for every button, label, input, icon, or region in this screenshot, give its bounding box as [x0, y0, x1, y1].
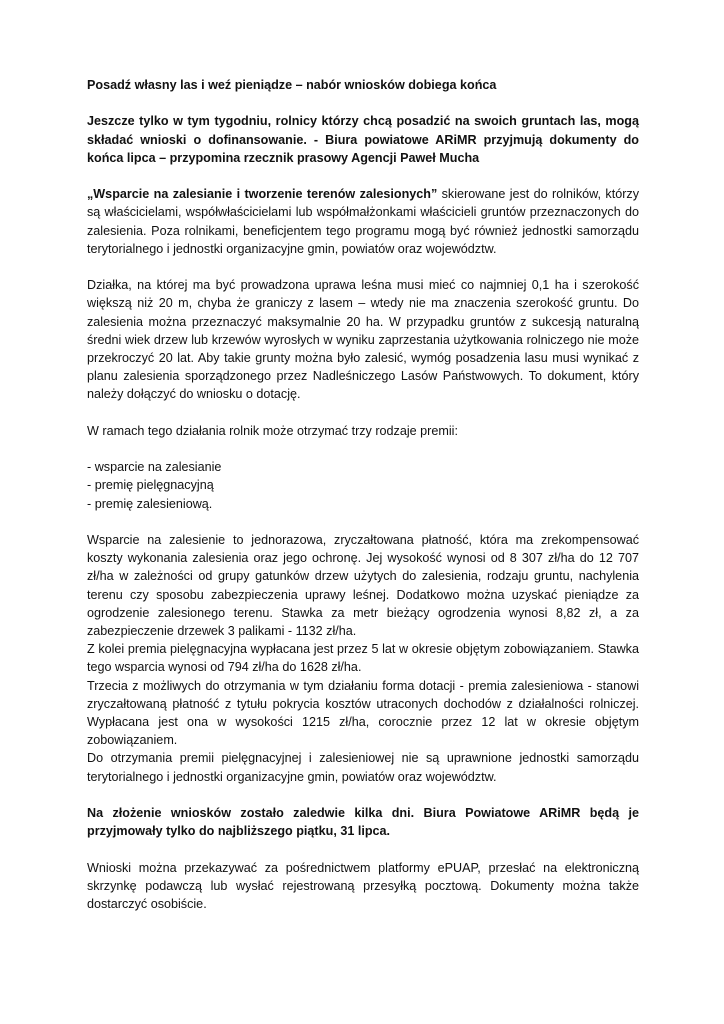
spacer — [87, 440, 639, 458]
lead-paragraph: Jeszcze tylko w tym tygodniu, rolnicy którzy chcą posadzić na swoich gruntach las, mogą składać wnioski o dofinansowanie. - Biura powiatowe ARiMR przyjmują dokumenty do końca lipca – przypomina rzecznik prasowy Agencji Paweł Mucha — [87, 114, 639, 165]
paragraph-afforestation-premium: Trzecia z możliwych do otrzymania w tym działaniu forma dotacji - premia zalesieniowa - stanowi zryczałtowaną płatność z tytułu pokrycia kosztów utraconych dochodów z działalności rolniczej. Wypłacana jest ona w wysokości 1215 zł/ha, corocznie przez 12 lat w okresie objętym zobowiązaniem. — [87, 678, 639, 748]
spacer — [87, 258, 639, 276]
list-item: - premię pielęgnacyjną — [87, 478, 214, 493]
paragraph-submission-methods: Wnioski można przekazywać za pośrednictwem platformy ePUAP, przesłać na elektroniczną skrzynkę podawczą lub wysłać rejestrowaną przesyłką pocztową. Dokumenty można także dostarczyć osobiście. — [87, 860, 639, 912]
paragraph-care-premium: Z kolei premia pielęgnacyjna wypłacana jest przez 5 lat w okresie objętym zobowiązaniem. Stawka tego wsparcia wynosi od 794 zł/ha do 1628 zł/ha. — [87, 642, 639, 675]
spacer — [87, 513, 639, 531]
list-item: - premię zalesieniową. — [87, 496, 213, 511]
paragraph-program-description — [87, 185, 639, 258]
document-title: Posadź własny las i weź pieniądze – nabór wniosków dobiega końca — [87, 78, 497, 92]
paragraph-afforestation-support: Wsparcie na zalesienie to jednorazowa, zryczałtowana płatność, która ma zrekompensować koszty wykonania zalesienia oraz jego ochronę. Jej wysokość wynosi od 8 307 zł/ha do 12 707 zł/ha w zależności od grupy gatunków drzew użytych do zalesienia, rodzaju gruntu, nachylenia terenu czy sposobu zabezpieczenia uprawy leśnej. Dodatkowo można uzyskać pieniądze za ogrodzenie zalesionego terenu. Stawka za metr bieżący ogrodzenia wynosi 8,82 zł, a za zabezpieczenie drzewek 3 palikami - 1132 zł/ha. — [87, 532, 639, 638]
paragraph-deadline: Na złożenie wniosków zostało zaledwie kilka dni. Biura Powiatowe ARiMR będą je przyjmowały tylko do najbliższego piątku, 31 lipca. — [87, 806, 639, 839]
list-item: - wsparcie na zalesianie — [87, 460, 222, 475]
spacer — [87, 840, 639, 858]
spacer — [87, 786, 639, 804]
paragraph-premium-intro: W ramach tego działania rolnik może otrzymać trzy rodzaje premii: — [87, 423, 458, 438]
spacer — [87, 167, 639, 185]
paragraph-plot-requirements: Działka, na której ma być prowadzona uprawa leśna musi mieć co najmniej 0,1 ha i szerokość większą niż 20 m, chyba że graniczy z lasem – wtedy nie ma znaczenia szerokość gruntu. Do zalesienia można przeznaczyć maksymalnie 20 ha. W przypadku gruntów z sukcesją naturalną średni wiek drzew lub krzewów wyrosłych w wyniku zaprzestania użytkowania rolniczego nie może przekroczyć 20 lat. Aby takie grunty można było zalesić, wymóg posadzenia lasu musi wynikać z planu zalesienia sporządzonego przez Nadleśniczego Lasów Państwowych. To dokument, który należy dołączyć do wniosku o dotację. — [87, 278, 639, 402]
paragraph-eligibility-note: Do otrzymania premii pielęgnacyjnej i zalesieniowej nie są uprawnione jednostki samorządu terytorialnego i jednostki organizacyjne gmin, powiatów oraz województw. — [87, 751, 639, 784]
program-name: „Wsparcie na zalesianie i tworzenie terenów zalesionych” — [87, 187, 438, 202]
spacer — [87, 404, 639, 422]
spacer — [87, 94, 639, 112]
document-page — [87, 76, 639, 913]
program-description-text: skierowane jest do rolników, którzy są właścicielami, współwłaścicielami lub współmałżonkami właścicieli gruntów przeznaczonych do zalesienia. Poza rolnikami, beneficjentem tego programu mogą być również jednostki samorządu terytorialnego i jednostki organizacyjne gmin, powiatów oraz województw. — [87, 187, 639, 256]
premium-list — [87, 458, 639, 513]
